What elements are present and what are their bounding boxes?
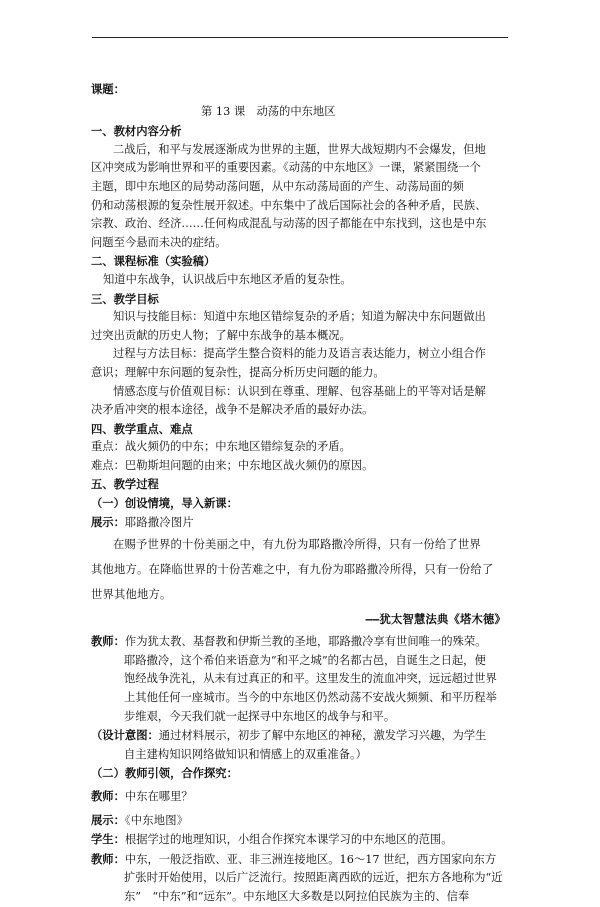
s3-line: 决矛盾冲突的根本途径，战争不是解决矛盾的最好办法。	[91, 403, 374, 417]
s1-line: 主题，即中东地区的局势动荡问题，从中东动荡局面的产生、动荡局面的频	[91, 179, 464, 193]
design-label: （设计意图：	[91, 728, 159, 743]
teacher-label: 教师：	[91, 789, 125, 803]
show-map-text: 《中东地图》	[124, 813, 189, 827]
show-label: 展示：	[91, 812, 125, 827]
design-line: 自主建构知识网络做知识和情感上的双重准备。）	[124, 747, 367, 761]
header-rule	[92, 37, 508, 38]
quote-block	[91, 532, 514, 632]
teacher-label: 教师：	[91, 634, 125, 649]
section-2-heading: 二、课程标准（实验稿）	[91, 254, 216, 269]
quote-source: ——犹太智慧法典《塔木德》	[365, 613, 506, 627]
part-1-heading: （一）创设情境，导入新课：	[91, 496, 238, 511]
s3-line: 知识与技能目标：知道中东地区错综复杂的矛盾；知道为解决中东问题做出	[113, 310, 486, 324]
design-text: 通过材料展示，初步了解中东地区的神秘，激发学习兴趣，为学生	[158, 729, 487, 743]
s1-line: 区冲突成为影响世界和平的重要因素。《动荡的中东地区》一课，紧紧围绕一个	[91, 161, 481, 175]
s3-line: 情感态度与价值观目标：认识到在尊重、理解、包容基础上的平等对话是解	[113, 384, 486, 398]
teacher-line: 东” “中东”和“远东”。中东地区大多数是以阿拉伯民族为主的、信奉	[124, 889, 470, 903]
teacher-line: 耶路撒冷，这个希伯来语意为“和平之城”的名都古邑，自诞生之日起，便	[124, 653, 486, 667]
lesson-title: 第 13 课 动荡的中东地区	[201, 104, 336, 118]
s1-line: 仍和动荡根源的复杂性展开叙述。中东集中了战后国际社会的各种矛盾，民族、	[91, 198, 487, 212]
teacher-line: 扩张时开始使用，以后广泛流行。按照距离西欧的远近，把东方各地称为“近	[124, 871, 503, 885]
s2-line: 知道中东战争，认识战后中东地区矛盾的复杂性。	[103, 272, 352, 286]
student-text: 根据学过的地理知识，小组合作探究本课学习的中东地区的范围。	[124, 833, 453, 847]
teacher-line: 上其他任何一座城市。当今的中东地区仍然动荡不安战火频频、和平历程举	[124, 691, 497, 705]
student-label: 学生：	[91, 832, 125, 847]
teacher-line: 步维艰，今天我们就一起探寻中东地区的战争与和平。	[124, 709, 396, 723]
s3-line: 过突出贡献的历史人物；了解中东战争的基本概况。	[91, 328, 351, 342]
section-5-heading: 五、教学过程	[91, 477, 159, 492]
s1-line: 二战后，和平与发展逐渐成为世界的主题，世界大战短期内不会爆发，但地	[113, 142, 486, 156]
show-text: 耶路撒冷图片	[124, 515, 194, 529]
quote-line: 其他地方。在降临世界的十份苦难之中，有九份为耶路撒冷所得，只有一份给了	[91, 563, 494, 577]
s1-line: 问题至今悬而未决的症结。	[91, 235, 227, 249]
section-1-heading: 一、教材内容分析	[91, 124, 182, 139]
s3-line: 过程与方法目标：提高学生整合资料的能力及语言表达能力，树立小组合作	[113, 347, 486, 361]
quote-line: 在赐予世界的十份美丽之中，有九份为耶路撒冷所得，只有一份给了世界	[113, 538, 481, 552]
document-page	[91, 80, 514, 907]
teacher-text: 作为犹太教、基督教和伊斯兰教的圣地，耶路撒冷享有世间唯一的殊荣。	[124, 635, 487, 649]
topic-label: 课题：	[91, 82, 125, 96]
difficult-point: 难点：巴勒斯坦问题的由来；中东地区战火频仍的原因。	[91, 458, 374, 472]
s1-line: 宗教、政治、经济……任何构成混乱与动荡的因子都能在中东找到，这也是中东	[91, 217, 487, 231]
teacher-question: 中东在哪里？	[124, 790, 193, 803]
section-3-heading: 三、教学目标	[91, 291, 159, 306]
teacher-text: 中东，一般泛指欧、亚、非三洲连接地区。16～17 世纪，西方国家向东方	[124, 852, 497, 866]
key-point: 重点：战火频仍的中东；中东地区错综复杂的矛盾。	[91, 440, 351, 454]
teacher-label: 教师：	[91, 851, 125, 866]
s3-line: 意识；理解中东问题的复杂性，提高分析历史问题的能力。	[91, 365, 385, 379]
part-2-heading: （二）教师引领，合作探究：	[91, 766, 238, 781]
section-4-heading: 四、教学重点、难点	[91, 421, 193, 436]
quote-line: 世界其他地方。	[91, 588, 172, 602]
show-label: 展示：	[91, 514, 125, 529]
teacher-line: 饱经战争洗礼，从未有过真正的和平。这里发生的流血冲突，远远超过世界	[124, 672, 497, 686]
